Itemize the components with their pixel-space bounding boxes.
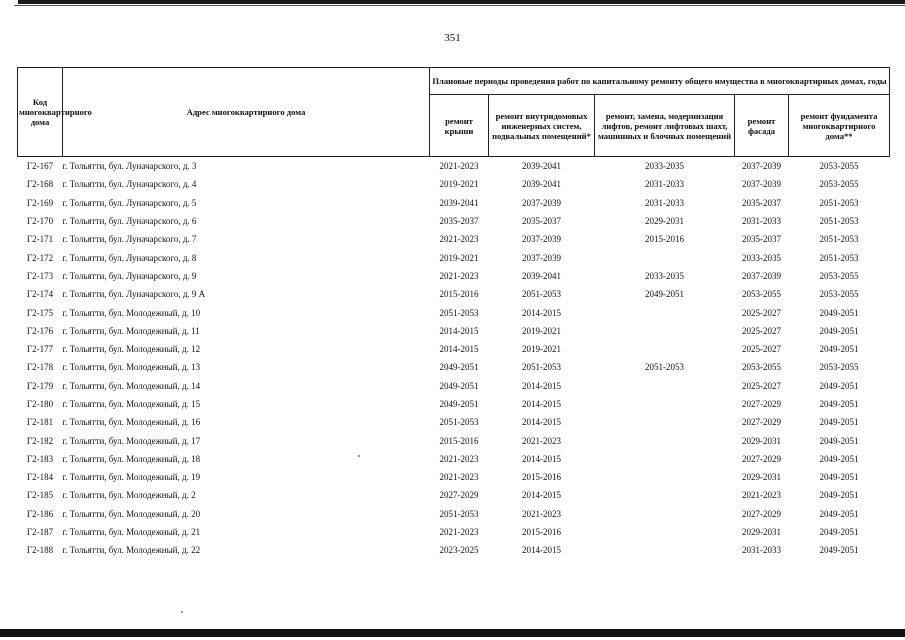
row-facade-period: 2025-2027 <box>742 307 781 318</box>
row-elevators-period <box>595 468 735 486</box>
row-code: Г2-177 <box>26 344 54 355</box>
row-facade-period: 2053-2055 <box>742 362 781 373</box>
row-foundation-period: 2049-2051 <box>819 508 859 519</box>
row-code: Г2-174 <box>26 289 54 300</box>
row-roof-period: 2019-2021 <box>439 252 479 263</box>
row-systems-period: 2035-2037 <box>522 216 561 227</box>
row-facade-period: 2027-2029 <box>742 453 781 464</box>
row-elevators-period <box>595 523 735 541</box>
row-roof-period: 2019-2021 <box>439 179 479 190</box>
row-address: г. Тольятти, бул. Молодежный, д. 11 <box>62 325 200 336</box>
row-facade-period: 2025-2027 <box>742 325 781 336</box>
row-code: Г2-176 <box>26 325 54 336</box>
row-code: Г2-169 <box>26 197 54 208</box>
row-systems-period: 2014-2015 <box>522 545 561 556</box>
row-code: Г2-185 <box>26 490 54 501</box>
row-facade-period: 2027-2029 <box>742 508 781 519</box>
row-code: Г2-182 <box>26 435 54 446</box>
row-systems-period: 2021-2023 <box>522 508 561 519</box>
row-elevators-period: 2031-2033 <box>645 179 684 190</box>
row-code: Г2-183 <box>26 453 54 464</box>
row-systems-period: 2014-2015 <box>522 453 561 464</box>
row-foundation-period: 2049-2051 <box>819 435 859 446</box>
row-facade-period: 2033-2035 <box>742 252 781 263</box>
row-code: Г2-167 <box>26 161 54 172</box>
row-elevators-period: 2029-2031 <box>645 216 684 227</box>
row-address: г. Тольятти, бул. Молодежный, д. 12 <box>62 344 201 355</box>
row-facade-period: 2025-2027 <box>742 344 781 355</box>
row-address: г. Тольятти, бул. Луначарского, д. 3 <box>62 161 197 172</box>
row-systems-period: 2037-2039 <box>522 197 561 208</box>
row-elevators-period <box>595 486 735 504</box>
row-code: Г2-179 <box>26 380 54 391</box>
table-row <box>18 541 890 559</box>
row-address: г. Тольятти, бул. Луначарского, д. 7 <box>62 234 197 245</box>
row-code: Г2-186 <box>26 508 54 519</box>
row-roof-period: 2049-2051 <box>439 362 479 373</box>
scan-speck <box>181 611 183 613</box>
row-roof-period: 2021-2023 <box>439 472 479 483</box>
table-row <box>18 395 890 413</box>
row-foundation-period: 2049-2051 <box>819 344 859 355</box>
row-foundation-period: 2053-2055 <box>819 270 859 281</box>
table-row <box>18 267 890 285</box>
row-foundation-period: 2049-2051 <box>819 417 859 428</box>
bottom-border-line <box>0 629 905 637</box>
row-foundation-period: 2049-2051 <box>819 325 859 336</box>
table-row <box>18 194 890 212</box>
table-row <box>18 303 890 321</box>
row-foundation-period: 2049-2051 <box>819 527 859 538</box>
row-roof-period: 2051-2053 <box>439 417 479 428</box>
row-facade-period: 2027-2029 <box>742 417 781 428</box>
row-elevators-period <box>595 450 735 468</box>
table-row <box>18 175 890 193</box>
row-facade-period: 2035-2037 <box>742 197 781 208</box>
row-roof-period: 2049-2051 <box>439 380 479 391</box>
row-roof-period: 2014-2015 <box>439 325 479 336</box>
table-row <box>18 377 890 395</box>
table-row <box>18 523 890 541</box>
header-code: Код многоквартирного дома <box>18 68 63 157</box>
row-facade-period: 2031-2033 <box>742 216 781 227</box>
row-address: г. Тольятти, бул. Молодежный, д. 14 <box>62 380 201 391</box>
row-facade-period: 2029-2031 <box>742 472 781 483</box>
row-code: Г2-168 <box>26 179 54 190</box>
row-elevators-period <box>595 303 735 321</box>
row-elevators-period <box>595 395 735 413</box>
table-row <box>18 285 890 303</box>
row-facade-period: 2053-2055 <box>742 289 781 300</box>
header-elevators: ремонт, замена, модернизация лифтов, ремонт лифтовых шахт, машинных и блочных помещений <box>595 95 735 157</box>
table-row <box>18 413 890 431</box>
row-roof-period: 2021-2023 <box>439 527 479 538</box>
row-elevators-period: 2051-2053 <box>645 362 684 373</box>
row-address: г. Тольятти, бул. Молодежный, д. 18 <box>62 453 201 464</box>
row-facade-period: 2029-2031 <box>742 527 781 538</box>
table-row <box>18 486 890 504</box>
row-facade-period: 2029-2031 <box>742 435 781 446</box>
row-address: г. Тольятти, бул. Луначарского, д. 8 <box>62 252 197 263</box>
row-systems-period: 2051-2053 <box>522 362 561 373</box>
row-foundation-period: 2053-2055 <box>819 179 859 190</box>
row-foundation-period: 2049-2051 <box>819 453 859 464</box>
table-row <box>18 230 890 248</box>
row-foundation-period: 2051-2053 <box>819 234 859 245</box>
row-elevators-period <box>595 505 735 523</box>
row-address: г. Тольятти, бул. Молодежный, д. 13 <box>62 362 201 373</box>
row-roof-period: 2035-2037 <box>439 216 479 227</box>
row-elevators-period: 2031-2033 <box>645 197 684 208</box>
row-code: Г2-184 <box>26 472 54 483</box>
row-facade-period: 2027-2029 <box>742 399 781 409</box>
row-roof-period: 2015-2016 <box>439 289 479 300</box>
row-foundation-period: 2049-2051 <box>819 307 859 318</box>
row-systems-period: 2015-2016 <box>522 527 561 538</box>
row-elevators-period <box>595 413 735 431</box>
row-elevators-period: 2033-2035 <box>645 270 684 281</box>
row-elevators-period <box>595 340 735 358</box>
row-code: Г2-188 <box>26 545 54 556</box>
row-foundation-period: 2049-2051 <box>819 545 859 556</box>
row-systems-period: 2014-2015 <box>522 380 561 391</box>
row-facade-period: 2037-2039 <box>742 161 781 172</box>
row-address: г. Тольятти, бул. Молодежный, д. 2 <box>62 490 196 501</box>
table-row <box>18 340 890 358</box>
row-systems-period: 2015-2016 <box>522 472 561 483</box>
row-elevators-period: 2015-2016 <box>645 234 684 245</box>
table-row <box>18 505 890 523</box>
row-address: г. Тольятти, бул. Луначарского, д. 9 А <box>62 289 206 300</box>
row-systems-period: 2019-2021 <box>522 325 561 336</box>
row-systems-period: 2014-2015 <box>522 307 561 318</box>
row-foundation-period: 2053-2055 <box>819 289 859 300</box>
row-systems-period: 2014-2015 <box>522 399 561 409</box>
row-code: Г2-180 <box>26 399 54 409</box>
row-elevators-period <box>595 431 735 449</box>
row-roof-period: 2051-2053 <box>439 508 479 519</box>
row-code: Г2-173 <box>26 270 54 281</box>
scan-speck <box>358 455 360 457</box>
row-roof-period: 2021-2023 <box>439 270 479 281</box>
row-elevators-period <box>595 541 735 559</box>
row-systems-period: 2037-2039 <box>522 252 561 263</box>
header-roof: ремонт крыши <box>430 95 489 157</box>
row-foundation-period: 2053-2055 <box>819 161 859 172</box>
page-number: 351 <box>444 32 461 44</box>
header-foundation: ремонт фундамента многоквартирного дома** <box>789 95 890 157</box>
row-address: г. Тольятти, бул. Молодежный, д. 20 <box>62 508 201 519</box>
top-border-thin-line <box>14 5 905 6</box>
row-roof-period: 2027-2029 <box>439 490 479 501</box>
row-roof-period: 2021-2023 <box>439 453 479 464</box>
row-systems-period: 2039-2041 <box>522 179 561 190</box>
row-systems-period: 2014-2015 <box>522 417 561 428</box>
row-foundation-period: 2049-2051 <box>819 399 859 409</box>
row-systems-period: 2039-2041 <box>522 270 561 281</box>
header-systems: ремонт внутридомовых инженерных систем, подвальных помещений* <box>489 95 595 157</box>
row-elevators-period <box>595 377 735 395</box>
row-foundation-period: 2053-2055 <box>819 362 859 373</box>
row-roof-period: 2023-2025 <box>439 545 479 556</box>
row-roof-period: 2051-2053 <box>439 307 479 318</box>
row-code: Г2-178 <box>26 362 54 373</box>
row-roof-period: 2021-2023 <box>439 161 479 172</box>
row-code: Г2-170 <box>26 216 54 227</box>
row-systems-period: 2037-2039 <box>522 234 561 245</box>
row-facade-period: 2021-2023 <box>742 490 781 501</box>
capital-repair-table <box>17 67 890 560</box>
row-systems-period: 2051-2053 <box>522 289 561 300</box>
row-foundation-period: 2051-2053 <box>819 252 859 263</box>
row-systems-period: 2021-2023 <box>522 435 561 446</box>
row-elevators-period <box>595 322 735 340</box>
header-address: Адрес многоквартирного дома <box>63 68 430 157</box>
row-elevators-period <box>595 248 735 266</box>
row-code: Г2-172 <box>26 252 54 263</box>
row-elevators-period: 2049-2051 <box>645 289 684 300</box>
row-address: г. Тольятти, бул. Молодежный, д. 21 <box>62 527 201 538</box>
row-address: г. Тольятти, бул. Молодежный, д. 22 <box>62 545 201 556</box>
row-foundation-period: 2049-2051 <box>819 380 859 391</box>
row-systems-period: 2019-2021 <box>522 344 561 355</box>
row-facade-period: 2037-2039 <box>742 270 781 281</box>
row-address: г. Тольятти, бул. Луначарского, д. 4 <box>62 179 197 190</box>
table-row <box>18 157 890 176</box>
row-systems-period: 2039-2041 <box>522 161 561 172</box>
row-roof-period: 2015-2016 <box>439 435 479 446</box>
table-body <box>18 157 890 560</box>
table-row <box>18 248 890 266</box>
row-foundation-period: 2049-2051 <box>819 472 859 483</box>
row-foundation-period: 2051-2053 <box>819 197 859 208</box>
header-facade: ремонт фасада <box>735 95 789 157</box>
row-address: г. Тольятти, бул. Молодежный, д. 10 <box>62 307 201 318</box>
row-address: г. Тольятти, бул. Молодежный, д. 16 <box>62 417 201 428</box>
row-foundation-period: 2051-2053 <box>819 216 859 227</box>
row-address: г. Тольятти, бул. Луначарского, д. 9 <box>62 270 197 281</box>
row-code: Г2-171 <box>26 234 54 245</box>
row-roof-period: 2021-2023 <box>439 234 479 245</box>
row-address: г. Тольятти, бул. Молодежный, д. 19 <box>62 472 201 483</box>
row-roof-period: 2039-2041 <box>439 197 479 208</box>
row-elevators-period: 2033-2035 <box>645 161 684 172</box>
table-row <box>18 431 890 449</box>
row-address: г. Тольятти, бул. Молодежный, д. 17 <box>62 435 201 446</box>
table-row <box>18 450 890 468</box>
row-address: г. Тольятти, бул. Молодежный, д. 15 <box>62 399 201 409</box>
row-facade-period: 2035-2037 <box>742 234 781 245</box>
row-roof-period: 2014-2015 <box>439 344 479 355</box>
table-row <box>18 468 890 486</box>
row-code: Г2-181 <box>26 417 54 428</box>
row-systems-period: 2014-2015 <box>522 490 561 501</box>
table-row <box>18 322 890 340</box>
row-roof-period: 2049-2051 <box>439 399 479 409</box>
row-facade-period: 2025-2027 <box>742 380 781 391</box>
top-border-line <box>18 0 905 4</box>
table-row <box>18 212 890 230</box>
row-code: Г2-187 <box>26 527 54 538</box>
row-address: г. Тольятти, бул. Луначарского, д. 5 <box>62 197 197 208</box>
row-address: г. Тольятти, бул. Луначарского, д. 6 <box>62 216 197 227</box>
row-code: Г2-175 <box>26 307 54 318</box>
table-row <box>18 358 890 376</box>
row-facade-period: 2031-2033 <box>742 545 781 556</box>
row-facade-period: 2037-2039 <box>742 179 781 190</box>
row-foundation-period: 2049-2051 <box>819 490 859 501</box>
header-periods-title: Плановые периоды проведения работ по капитальному ремонту общего имущества в многоквартирных домах, годы <box>430 68 890 95</box>
